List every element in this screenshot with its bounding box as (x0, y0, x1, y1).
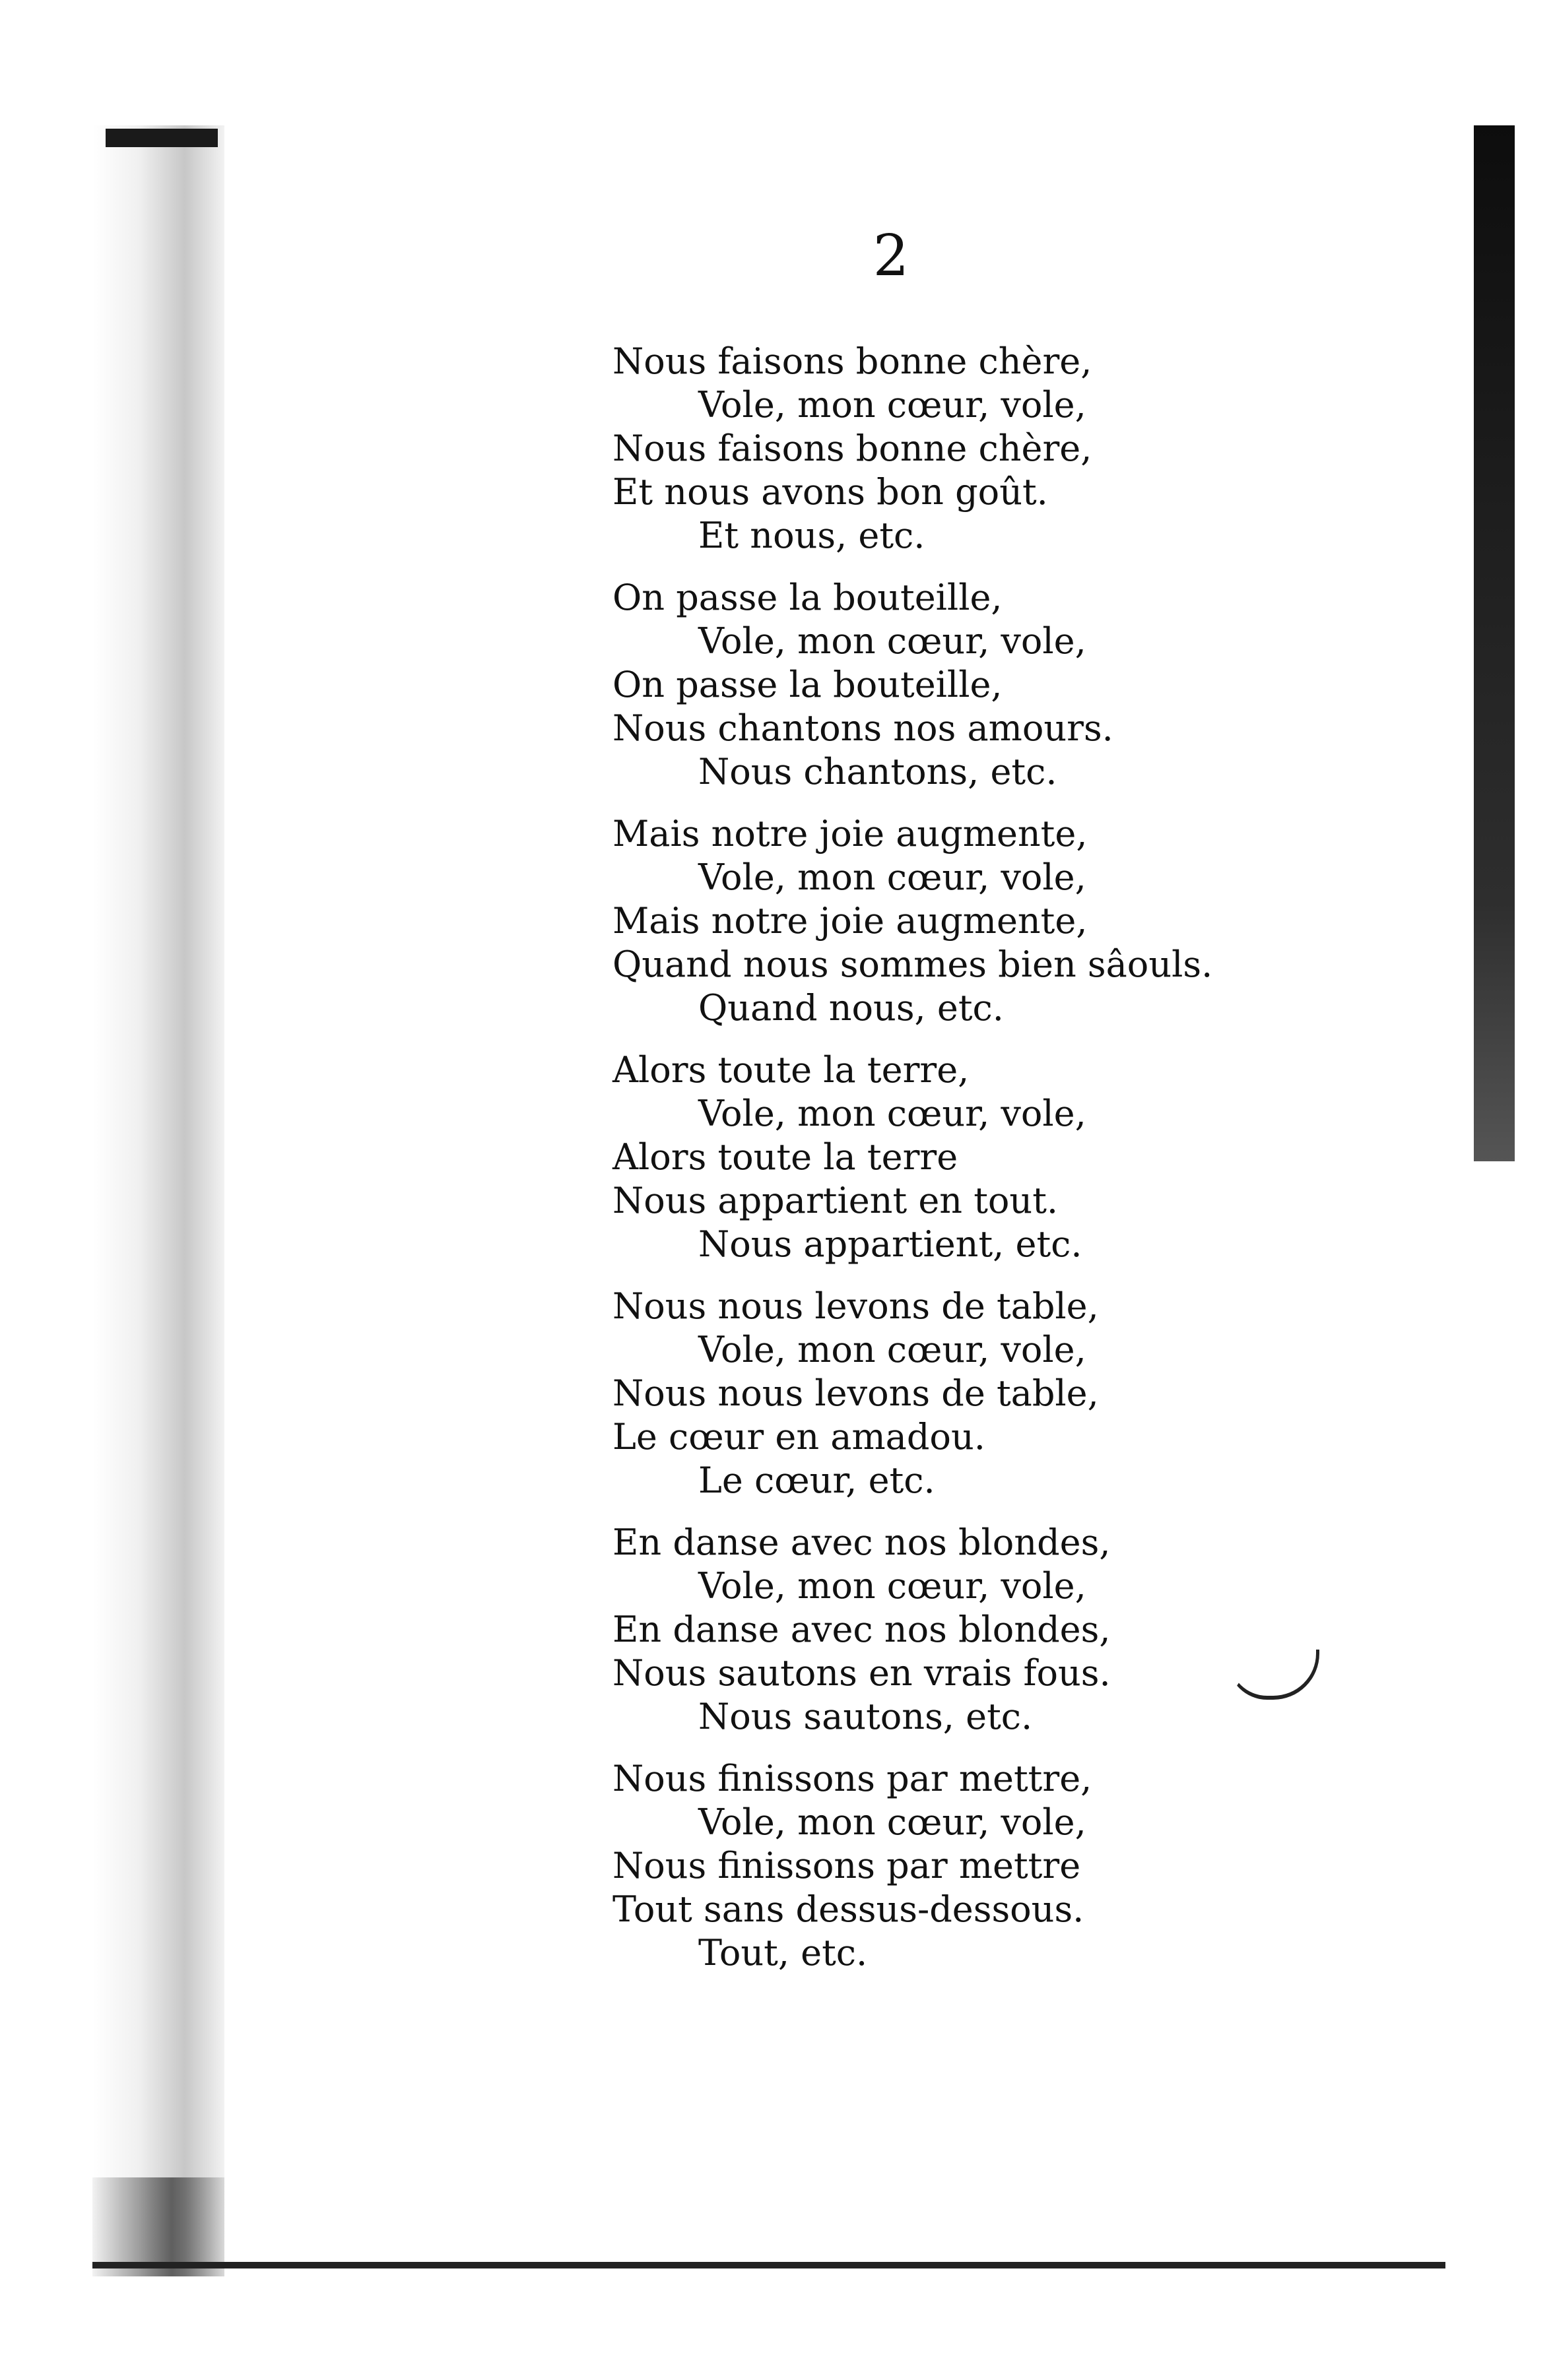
verse-line: On passe la bouteille, (612, 664, 1003, 705)
refrain-line: Tout, etc. (698, 1932, 868, 1974)
scan-margin-shadow (92, 125, 224, 2276)
refrain-line: Vole, mon cœur, vole, (698, 1801, 1086, 1843)
poem (612, 340, 1470, 1993)
verse-line: En danse avec nos blondes, (612, 1522, 1111, 1563)
stanza (612, 1048, 1470, 1266)
refrain-line: Vole, mon cœur, vole, (698, 384, 1086, 426)
verse-line: Mais notre joie augmente, (612, 813, 1088, 854)
verse-line: Nous chantons nos amours. (612, 707, 1113, 749)
stanza (612, 1285, 1470, 1502)
refrain-line: Nous appartient, etc. (698, 1223, 1082, 1265)
verse-line: Le cœur en amadou. (612, 1416, 985, 1458)
stanza (612, 1757, 1470, 1975)
verse-line: Alors toute la terre, (612, 1049, 970, 1091)
verse-line: Et nous avons bon goût. (612, 471, 1048, 513)
refrain-line: Nous chantons, etc. (698, 751, 1057, 792)
verse-line: Nous finissons par mettre (612, 1845, 1081, 1886)
scan-top-edge (106, 129, 218, 147)
verse-line: Nous sautons en vrais fous. (612, 1652, 1111, 1694)
refrain-line: Et nous, etc. (698, 515, 925, 556)
refrain-line: Vole, mon cœur, vole, (698, 856, 1086, 898)
refrain-line: Nous sautons, etc. (698, 1696, 1033, 1737)
verse-line: Mais notre joie augmente, (612, 900, 1088, 942)
refrain-line: Le cœur, etc. (698, 1460, 935, 1501)
scan-right-edge-bar (1474, 125, 1515, 1161)
stanza (612, 576, 1470, 794)
verse-line: On passe la bouteille, (612, 577, 1003, 618)
refrain-line: Vole, mon cœur, vole, (698, 1565, 1086, 1607)
stanza (612, 1521, 1470, 1739)
verse-line: En danse avec nos blondes, (612, 1609, 1111, 1650)
verse-line: Nous faisons bonne chère, (612, 340, 1092, 382)
refrain-line: Quand nous, etc. (698, 987, 1004, 1029)
page-number: 2 (873, 223, 909, 289)
refrain-line: Vole, mon cœur, vole, (698, 1093, 1086, 1134)
verse-line: Nous nous levons de table, (612, 1372, 1099, 1414)
verse-line: Alors toute la terre (612, 1136, 958, 1178)
refrain-line: Vole, mon cœur, vole, (698, 1329, 1086, 1370)
verse-line: Quand nous sommes bien sâouls. (612, 944, 1213, 985)
verse-line: Nous finissons par mettre, (612, 1758, 1092, 1799)
verse-line: Nous nous levons de table, (612, 1285, 1099, 1327)
stanza (612, 812, 1470, 1030)
verse-line: Tout sans dessus-dessous. (612, 1888, 1084, 1930)
verse-line: Nous appartient en tout. (612, 1180, 1059, 1221)
verse-line: Nous faisons bonne chère, (612, 428, 1092, 469)
refrain-line: Vole, mon cœur, vole, (698, 620, 1086, 662)
stanza (612, 340, 1470, 558)
scan-bottom-edge (92, 2262, 1445, 2268)
